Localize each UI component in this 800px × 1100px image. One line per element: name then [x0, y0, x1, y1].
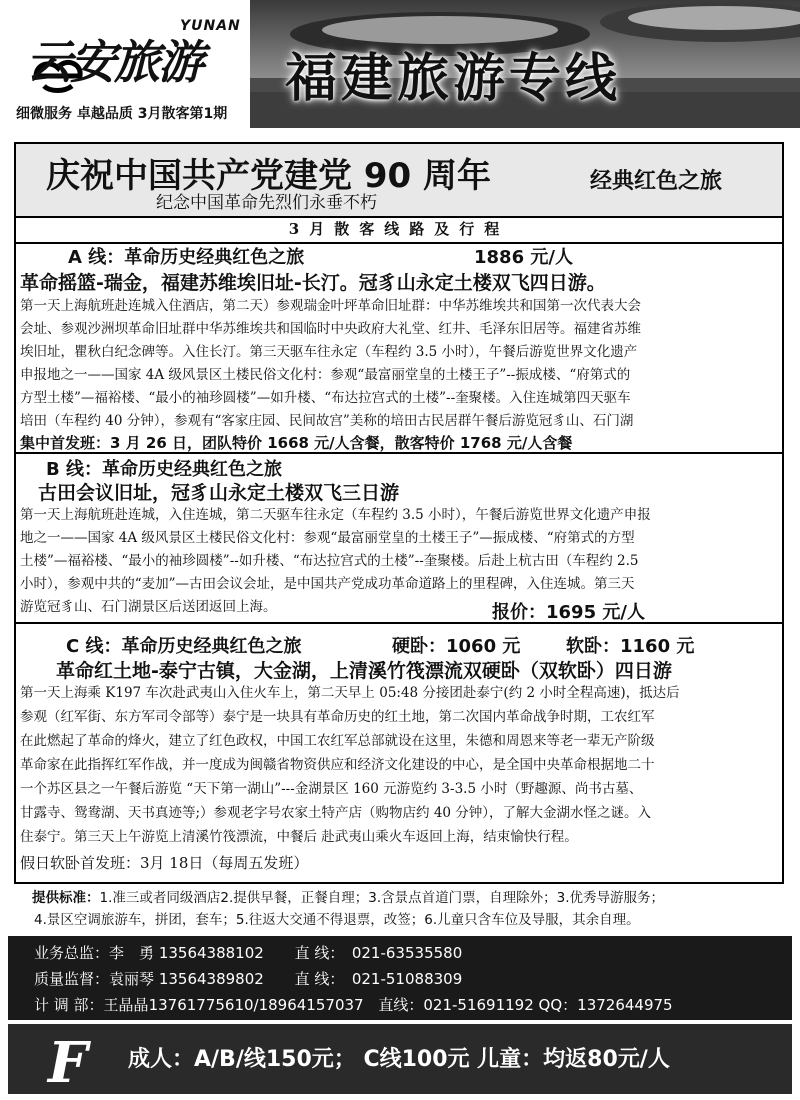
line-a-body-4: 申报地之一——国家 4A 级风景区土楼民俗文化村：参观“最富丽堂皇的土楼王子”--振成楼、“府第式的: [20, 367, 631, 383]
line-c-hard-sleeper: 硬卧：1060 元: [392, 636, 521, 657]
line-a-body-3: 埃旧址，瞿秋白纪念碑等。入住长汀。第三天驱车往永定（车程约 3.5 小时），午餐后游览世界文化遗产: [20, 344, 638, 360]
line-c-title: C 线：革命历史经典红色之旅: [66, 636, 302, 657]
contact-panel: [8, 936, 792, 1020]
line-b-body-5: 游览冠豸山、石门湖景区后送团返回上海。: [20, 599, 277, 615]
tagline: 细微服务 卓越品质 3月散客第1期: [16, 106, 228, 122]
line-c-body-7: 住泰宁。第三天上午游览上清溪竹筏漂流，中餐后 赴武夷山乘火车返回上海，结束愉快行程。: [20, 829, 578, 845]
contact-name: 李 勇: [109, 944, 155, 962]
line-b-body-3: 土楼”—福裕楼、“最小的袖珍圆楼”--如升楼、“布达拉宫式的土楼”--奎聚楼。后赴上杭古田（车程约 2.5: [20, 553, 639, 569]
contact-role: 计 调 部：: [34, 996, 104, 1014]
line-a-section: [16, 242, 782, 454]
banner-theme: 经典红色之旅: [590, 169, 723, 194]
contact-mobile: 13564388102: [158, 944, 264, 962]
line-b-price: 报价：1695 元/人: [492, 602, 645, 623]
header: [0, 0, 800, 128]
banner-headline: 庆祝中国共产党建党 90 周年: [46, 156, 491, 196]
line-c-body-5: 一个苏区县之一午餐后游览 “天下第一湖山”---金湖景区 160 元游览约 3-3.5 小时（野趣源、尚书古墓、: [20, 781, 643, 797]
contact-direct: 直线：021-51691192: [378, 996, 534, 1014]
contact-qq: QQ：1372644975: [538, 996, 673, 1014]
line-b-section: [16, 454, 782, 624]
contact-mobile: 13761775610/18964157037: [148, 996, 364, 1014]
line-a-body-2: 会址、参观沙洲坝革命旧址群中华苏维埃共和国临时中央政府大礼堂、红井、毛泽东旧居等。福建省苏维: [20, 321, 641, 337]
line-c-body-2: 参观（红军街、东方军司令部等）泰宁是一块具有革命历史的红土地，第二次国内革命战争时期，工农红军: [20, 709, 655, 725]
contact-direct: 直 线： 021-63535580: [294, 944, 463, 962]
line-b-body-1: 第一天上海航班赴连城，入住连城，第二天驱车往永定（车程约 3.5 小时），午餐后游览世界文化遗产申报: [20, 507, 651, 523]
contact-role: 业务总监：: [34, 944, 110, 962]
line-c-departure: 假日软卧首发班：3月 18日（每周五发班）: [20, 854, 309, 872]
line-b-body-4: 小时），参观中共的“麦加”—古田会议会址，是中国共产党成功革命道路上的里程碑，入住连城。第三天: [20, 576, 635, 592]
page-title: 福建旅游专线: [285, 49, 622, 109]
contact-row: [34, 968, 462, 989]
celebration-banner: [16, 144, 782, 218]
line-a-body-5: 方型土楼”—福裕楼、“最小的袖珍圆楼”—如升楼、“布达拉宫式的土楼”--奎聚楼。入住连城第四天驱车: [20, 390, 631, 406]
line-c-body-6: 甘露寺、鸳鸯湖、天书真迹等;）参观老字号农家土特产店（购物店约 40 分钟），了解大金湖水怪之谜。入: [20, 805, 652, 821]
rebate-footer: [8, 1024, 792, 1094]
standards-line-1: 1.准三或者同级酒店2.提供早餐，正餐自理；3.含景点首道门票，自理除外；3.优秀导游服务；: [99, 890, 665, 906]
contact-role: 质量监督：: [34, 970, 110, 988]
line-a-price: 1886 元/人: [474, 247, 573, 268]
line-a-body-6: 培田（车程约 40 分钟），参观有“客家庄园、民间故宫”美称的培田古民居群午餐后游览冠豸山、石门湖: [20, 413, 634, 429]
contact-row: [34, 942, 462, 963]
standards-label: 提供标准：: [32, 890, 100, 906]
line-c-body-3: 在此燃起了革命的烽火，建立了红色政权，中国工农红军总部就设在这里，朱德和周恩来等老一辈无产阶级: [20, 733, 655, 749]
line-a-title: A 线：革命历史经典红色之旅: [68, 247, 305, 268]
banner-subtitle: 纪念中国革命先烈们永垂不朽: [156, 193, 377, 213]
footer-logo-icon: F: [48, 1030, 88, 1096]
line-c-route: 革命红土地-泰宁古镇，大金湖，上清溪竹筏漂流双硬卧（双软卧）四日游: [56, 660, 672, 682]
rebate-text: 成人：A/B/线150元； C线100元 儿童：均返80元/人: [128, 1047, 670, 1072]
line-b-body-2: 地之一——国家 4A 级风景区土楼民俗文化村：参观“最富丽堂皇的土楼王子”—振成楼、“府第式的方型: [20, 530, 635, 546]
line-b-route: 古田会议旧址，冠豸山永定土楼双飞三日游: [38, 482, 400, 504]
brand-name: 云安旅游: [26, 35, 202, 89]
line-c-body-4: 革命家在此指挥红军作战，并一度成为闽赣省物资供应和经济文化建设的中心，是全国中央革命根据地二十: [20, 757, 655, 773]
standards-line-2: 4.景区空调旅游车，拼团，套车；5.往返大交通不得退票，改签；6.儿童只含车位及导服，其余自理。: [34, 912, 640, 928]
line-a-departure: 集中首发班：3 月 26 日，团队特价 1668 元/人含餐，散客特价 1768 元/人含餐: [20, 434, 573, 452]
brand-en: YUNAN: [180, 18, 241, 34]
contact-mobile: 13564389802: [158, 970, 264, 988]
line-c-body-1: 第一天上海乘 K197 车次赴武夷山入住火车上，第二天早上 05:48 分接团赴泰宁(约 2 小时全程高速)，抵达后: [20, 685, 680, 701]
contact-name: 王晶晶: [103, 996, 149, 1014]
contact-name: 袁丽琴: [109, 970, 155, 988]
line-b-title: B 线：革命历史经典红色之旅: [46, 459, 282, 480]
itinerary-box: [14, 142, 784, 884]
line-a-route: 革命摇篮-瑞金，福建苏维埃旧址-长汀。冠豸山永定土楼双飞四日游。: [20, 272, 606, 294]
line-a-body-1: 第一天上海航班赴连城入住酒店，第二天）参观瑞金叶坪革命旧址群：中华苏维埃共和国第一次代表大会: [20, 298, 641, 314]
contact-direct: 直 线： 021-51088309: [294, 970, 463, 988]
line-c-soft-sleeper: 软卧：1160 元: [566, 636, 695, 657]
contact-row: [34, 994, 673, 1015]
schedule-title: 3月散客线路及行程: [16, 216, 782, 244]
line-c-section: [16, 624, 782, 882]
